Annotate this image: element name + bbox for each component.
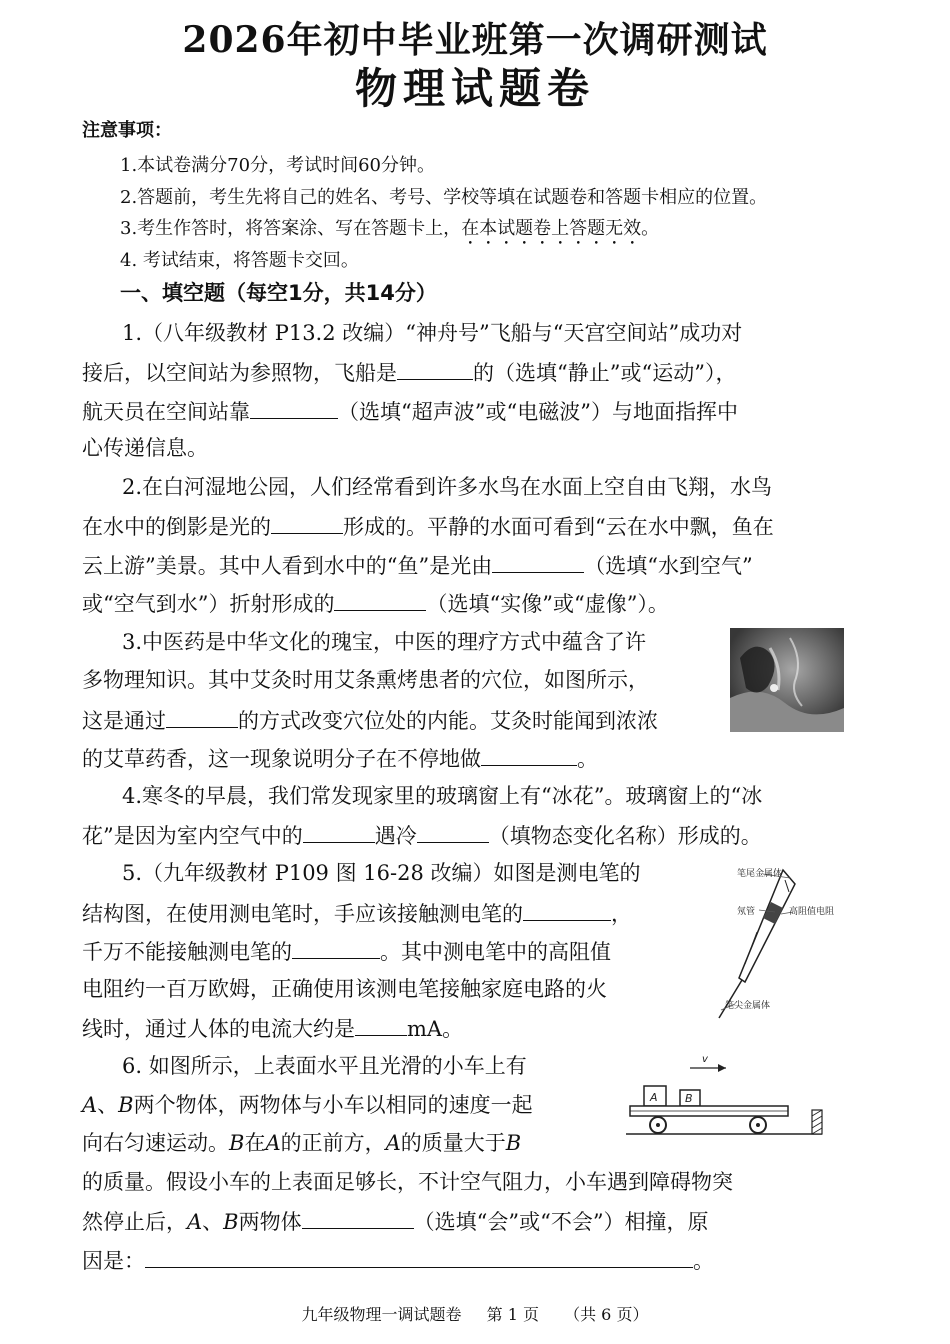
q5-line: 千万不能接触测电笔的 。其中测电笔中的高阻值 [82,940,611,964]
page-footer [0,1302,950,1325]
q3-line: 这是通过 的方式改变穴位处的内能。艾灸时能闻到浓浓 [82,709,658,733]
cart-figure [626,1052,832,1152]
velocity-label: v [702,1054,708,1065]
q6-line: 的质量。假设小车的上表面足够长，不计空气阻力，小车遇到障碍物突 [82,1170,733,1194]
q2-line: 云上游”美景。其中人看到水中的“鱼”是光由 （选填“水到空气” [82,554,753,578]
q1-line: 接后，以空间站为参照物，飞船是 的（选填“静止”或“运动”）， [82,361,737,385]
q6-line: A、B两个物体，两物体与小车以相同的速度一起 [82,1093,533,1117]
answer-blank [166,709,238,728]
block-a-label: A [650,1091,658,1104]
test-pen-figure [705,862,855,1022]
answer-blank [145,1249,693,1268]
answer-blank [302,1210,414,1229]
q5-line: 电阻约一百万欧姆，正确使用该测电笔接触家庭电路的火 [82,977,607,1001]
note-item: 4. 考试结束，将答题卡交回。 [120,250,359,271]
section-title: 一、填空题（每空1分，共14分） [120,281,437,305]
answer-blank [397,361,473,380]
notes-heading: 注意事项： [82,120,172,141]
q6-line: 然停止后，A、B两物体 （选填“会”或“不会”）相撞，原 [82,1210,709,1234]
answer-blank [417,824,489,843]
q5-line: 结构图，在使用测电笔时，手应该接触测电笔的 ， [82,902,632,926]
answer-blank [292,940,380,959]
q3-line: 的艾草药香，这一现象说明分子在不停地做 。 [82,747,598,771]
answer-blank [303,824,375,843]
note-item: 3.考生作答时，将答案涂、写在答题卡上，在本试题卷上答题无效。 [120,218,660,239]
q4-line: 花”是因为室内空气中的 遇冷 （填物态变化名称）形成的。 [82,824,762,848]
answer-blank [481,747,577,766]
block-b-label: B [685,1092,693,1105]
q5-line: 5.（九年级教材 P109 图 16-28 改编）如图是测电笔的 [122,861,641,885]
q2-line: 2.在白河湿地公园，人们经常看到许多水鸟在水面上空自由飞翔，水鸟 [122,475,773,499]
footer-total: （共 6 页） [564,1305,649,1324]
q5-line: 线时，通过人体的电流大约是 mA。 [82,1017,464,1041]
footer-page: 第 1 页 [486,1305,539,1324]
exam-subtitle: 物理试题卷 [354,64,595,113]
answer-blank [355,1017,407,1036]
moxibustion-photo [730,628,844,732]
q6-line: 因是： 。 [82,1249,714,1273]
note-item: 1.本试卷满分70分，考试时间60分钟。 [120,155,435,176]
q1-line: 1.（八年级教材 P13.2 改编）“神舟号”飞船与“天宫空间站”成功对 [122,321,743,345]
q6-line: 向右匀速运动。B在A的正前方，A的质量大于B [82,1131,522,1155]
pen-label: 氖管 [737,907,756,917]
q1-line: 航天员在空间站靠 （选填“超声波”或“电磁波”）与地面指挥中 [82,400,738,424]
q1-line: 心传递信息。 [82,436,208,460]
pen-label: 笔尾金属体 [737,869,783,879]
q4-line: 4.寒冬的早晨，我们常发现家里的玻璃窗上有“冰花”。玻璃窗上的“冰 [122,784,763,808]
answer-blank [250,400,338,419]
exam-title: 2026年初中毕业班第一次调研测试 [182,19,768,61]
answer-blank [334,592,426,611]
pen-label: 高阻值电阻 [789,907,835,917]
note-emphasis: 在本试题卷上答题无效。 [461,218,660,239]
q6-line: 6. 如图所示，上表面水平且光滑的小车上有 [122,1054,527,1078]
q2-line: 或“空气到水”）折射形成的 （选填“实像”或“虚像”）。 [82,592,669,616]
note-item: 2.答题前，考生先将自己的姓名、考号、学校等填在试题卷和答题卡相应的位置。 [120,187,768,208]
q3-line: 3.中医药是中华文化的瑰宝，中医的理疗方式中蕴含了许 [122,630,647,654]
footer-title: 九年级物理一调试题卷 [301,1305,462,1324]
answer-blank [523,902,611,921]
pen-label: 笔尖金属体 [725,1001,771,1011]
answer-blank [492,554,584,573]
q3-line: 多物理知识。其中艾灸时用艾条熏烤患者的穴位，如图所示， [82,668,649,692]
answer-blank [271,515,343,534]
q2-line: 在水中的倒影是光的 形成的。平静的水面可看到“云在水中飘，鱼在 [82,515,774,539]
